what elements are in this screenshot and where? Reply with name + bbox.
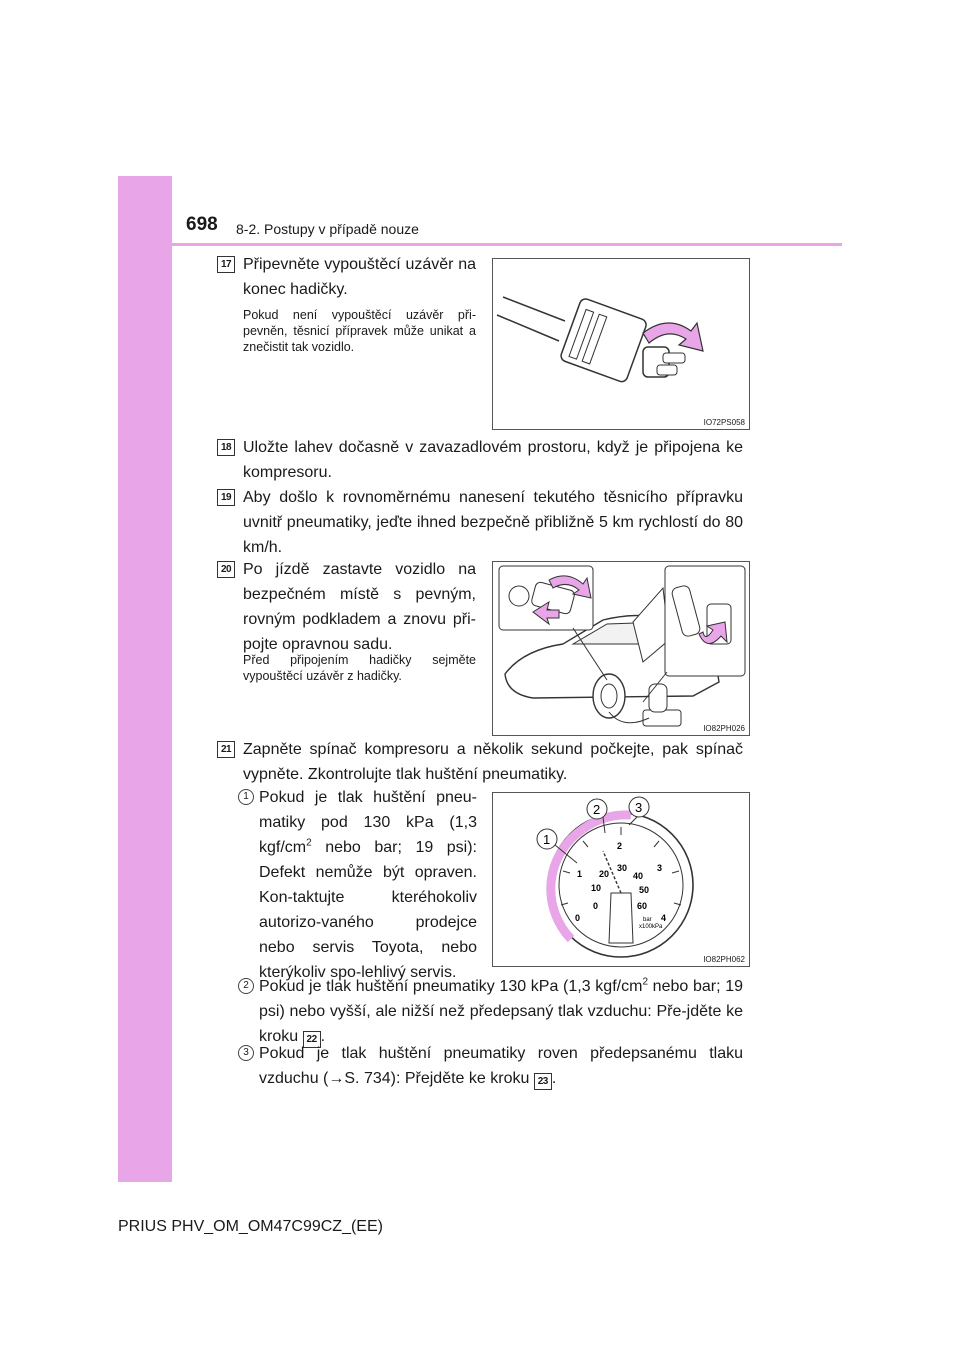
footer-code: PRIUS PHV_OM_OM47C99CZ_(EE) xyxy=(118,1218,383,1235)
sup-2: 2 xyxy=(642,976,648,988)
gauge-label-inner-50: 50 xyxy=(639,885,650,895)
drain-plug-illustration xyxy=(493,259,749,429)
sub-step-1-text-b: nebo bar; 19 psi): Defekt nemůže být opraven. Kon-taktujte kteréhokoliv autorizo-vaného prodejce nebo servis Toyota, nebo kterýkoliv spo-lehlivý servis. xyxy=(259,839,477,981)
header-rule xyxy=(172,243,842,246)
step-17-note: Pokud není vypouštěcí uzávěr při-pevněn, těsnicí přípravek může unikat a znečistit tak vozidlo. xyxy=(243,308,476,354)
sub-step-1-text xyxy=(259,785,477,985)
step-20-text: Po jízdě zastavte vozidlo na bezpečném místě s pevným, rovným podkladem a znovu při-pojte opravnou sadu. xyxy=(243,561,476,653)
figure-code: IO82PH026 xyxy=(703,724,745,733)
step-ref-22: 22 xyxy=(303,1031,321,1048)
sub-step-badge-3: 3 xyxy=(238,1045,254,1061)
gauge-label-inner-30: 30 xyxy=(617,863,628,873)
arrow-right-icon: → xyxy=(328,1070,345,1087)
gauge-unit-bar: bar xyxy=(643,917,652,923)
figure-drain-plug xyxy=(492,258,750,430)
step-badge-20: 20 xyxy=(217,561,235,578)
step-badge-21: 21 xyxy=(217,741,235,758)
step-20-note: Před připojením hadičky sejměte vypouštěcí uzávěr z hadičky. xyxy=(243,653,476,683)
gauge-label-outer-3: 3 xyxy=(657,863,663,873)
car-repair-kit-illustration xyxy=(493,562,749,735)
step-18-text: Uložte lahev dočasně v zavazadlovém prostoru, když je připojena ke kompresoru. xyxy=(243,439,743,481)
gauge-callout-3: 3 xyxy=(635,800,643,815)
gauge-callout-1: 1 xyxy=(543,832,551,847)
gauge-label-inner-20: 20 xyxy=(599,869,610,879)
sub-step-2-text-a: Pokud je tlak huštění pneumatiky 130 kPa (1,3 kgf/cm xyxy=(259,978,643,995)
gauge-label-outer-0: 0 xyxy=(575,913,581,923)
sub-step-badge-2: 2 xyxy=(238,978,254,994)
gauge-label-inner-40: 40 xyxy=(633,871,644,881)
step-ref-23: 23 xyxy=(534,1073,552,1090)
figure-code: IO82PH062 xyxy=(703,955,745,964)
step-badge-18: 18 xyxy=(217,439,235,456)
sub-step-1-text-a: Pokud je tlak huštění pneu-matiky pod 130 kPa (1,3 kgf/cm xyxy=(259,789,477,856)
gauge-label-outer-1: 1 xyxy=(577,869,583,879)
gauge-label-inner-60: 60 xyxy=(637,901,648,911)
page-number: 698 xyxy=(186,214,218,235)
step-badge-19: 19 xyxy=(217,489,235,506)
figure-code: IO72PS058 xyxy=(703,418,745,427)
gauge-callout-2: 2 xyxy=(593,802,601,817)
sub-step-2-text xyxy=(259,974,743,1049)
sub-step-badge-1: 1 xyxy=(238,789,254,805)
sub-step-3-text-c: . xyxy=(551,1070,557,1087)
sub-step-3-text-b: S. 734): Přejděte ke kroku xyxy=(344,1070,534,1087)
step-19-text: Aby došlo k rovnoměrnému nanesení tekutého těsnicího přípravku uvnitř pneumatiky, jeďte ihned bezpečně přibližně 5 km rychlostí do 80 km/h. xyxy=(243,489,743,556)
step-21-text: Zapněte spínač kompresoru a několik sekund počkejte, pak spínač vypněte. Zkontrolujte tlak huštění pneumatiky. xyxy=(243,741,743,783)
gauge-label-inner-0: 0 xyxy=(593,901,599,911)
sub-step-3-text xyxy=(259,1041,743,1091)
gauge-label-outer-2: 2 xyxy=(617,841,623,851)
sup-2: 2 xyxy=(306,837,312,849)
side-color-strip xyxy=(118,176,172,1182)
gauge-label-outer-4: 4 xyxy=(661,913,667,923)
step-17-text: Připevněte vypouštěcí uzávěr na konec hadičky. xyxy=(243,256,476,298)
gauge-unit-kpa: x100kPa xyxy=(639,924,663,930)
gauge-label-inner-10: 10 xyxy=(591,883,602,893)
section-title: 8-2. Postupy v případě nouze xyxy=(236,221,419,237)
figure-pressure-gauge xyxy=(492,792,750,967)
step-badge-17: 17 xyxy=(217,256,235,273)
sub-step-2-text-c: . xyxy=(320,1028,326,1045)
sub-step-2-text-b: nebo bar; 19 psi) nebo vyšší, ale nižší než předepsaný tlak vzduchu: Pře-jděte ke kroku xyxy=(259,978,744,1045)
pressure-gauge-illustration xyxy=(493,793,749,966)
sub-step-3-text-a: Pokud je tlak huštění pneumatiky roven předepsanému tlaku vzduchu ( xyxy=(259,1045,743,1087)
figure-car-repair-kit xyxy=(492,561,750,736)
